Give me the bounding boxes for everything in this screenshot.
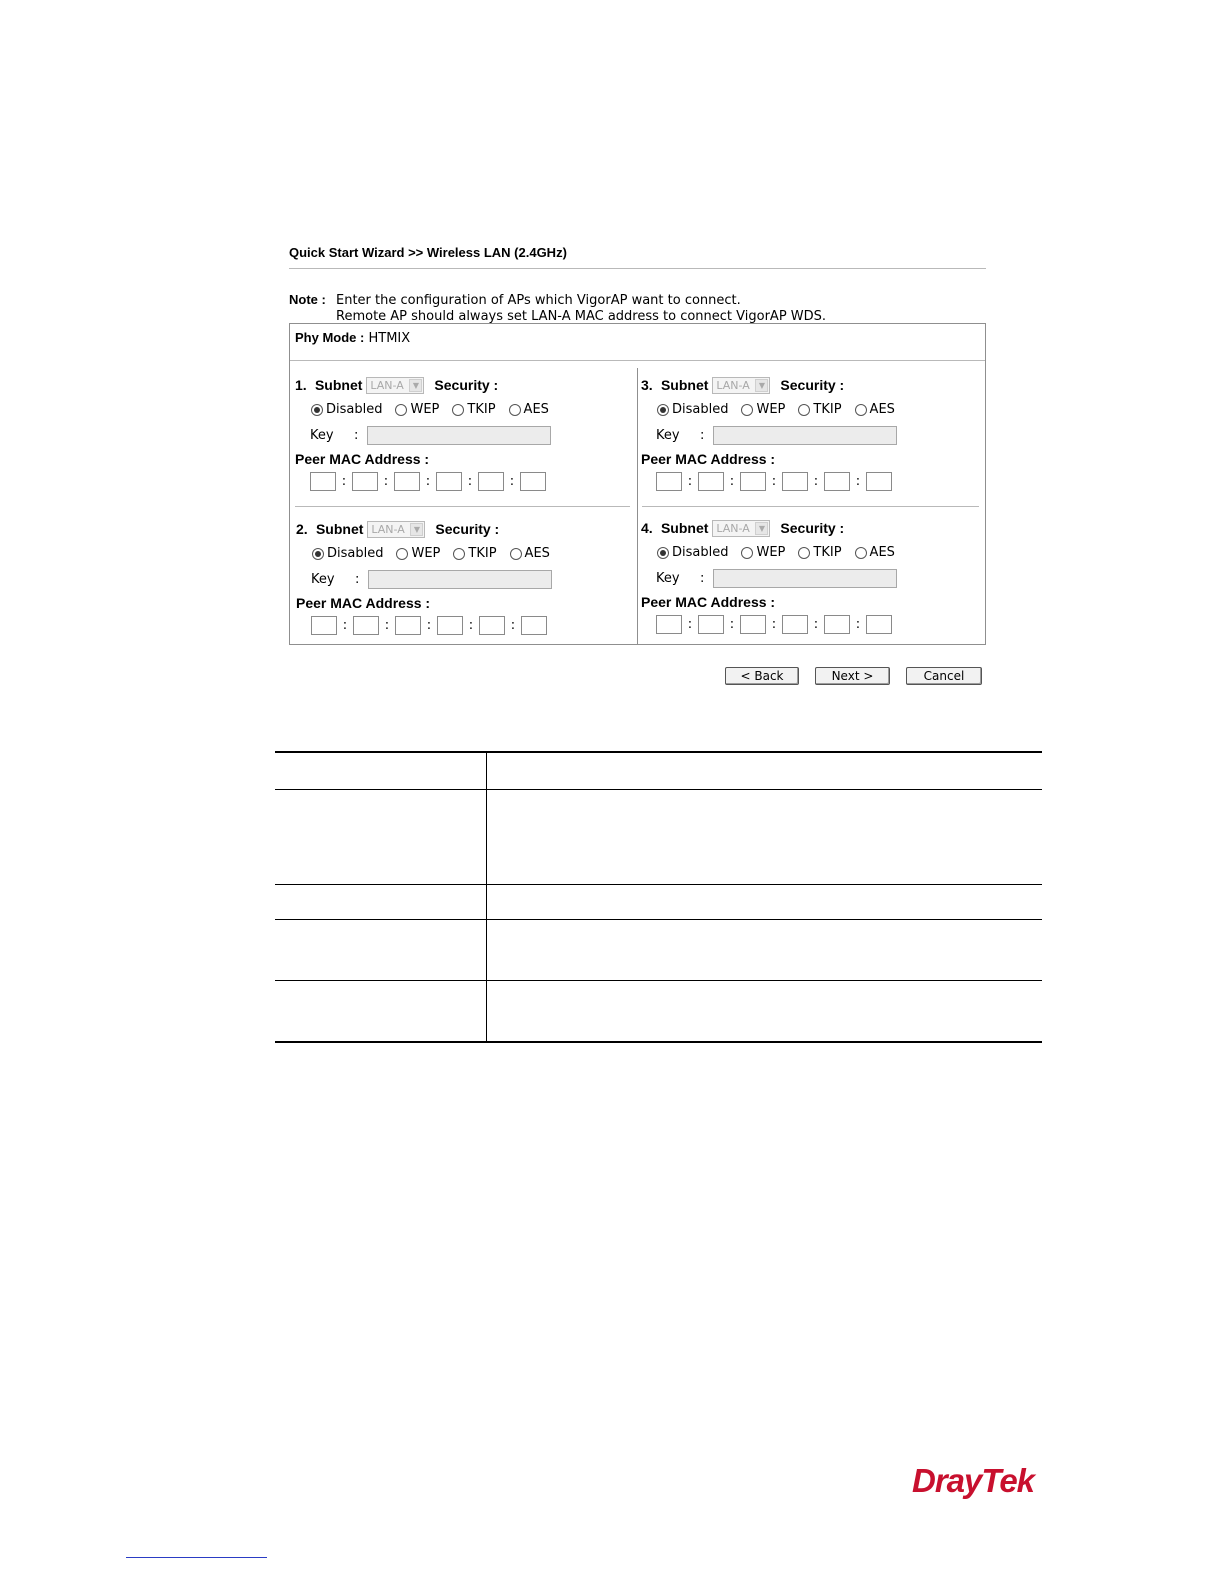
radio-icon <box>453 548 465 560</box>
security-radio-aes[interactable] <box>510 546 550 561</box>
peer-mac-label: Peer MAC Address : <box>641 594 776 610</box>
radio-icon <box>396 548 408 560</box>
security-radio-tkip[interactable] <box>452 402 495 417</box>
note-label: Note : <box>289 292 326 307</box>
security-option-label: TKIP <box>467 402 496 417</box>
security-label: Security : <box>434 377 499 393</box>
key-input[interactable] <box>713 569 897 588</box>
security-radio-tkip[interactable] <box>453 546 496 561</box>
radio-icon <box>312 548 324 560</box>
security-label: Security : <box>435 521 500 537</box>
wizard-title: Quick Start Wizard >> Wireless LAN (2.4GHz) <box>289 245 567 260</box>
mac-octet-input[interactable] <box>656 615 682 634</box>
radio-icon <box>395 404 407 416</box>
mac-octet-input[interactable] <box>740 615 766 634</box>
subnet-value: LAN-A <box>716 521 750 535</box>
wds-config-panel <box>289 323 986 645</box>
peer-mac-label: Peer MAC Address : <box>295 451 430 467</box>
note-line-1: Enter the configuration of APs which VigorAP want to connect. <box>336 293 741 308</box>
radio-icon <box>855 404 867 416</box>
mac-octet-input[interactable] <box>520 472 546 491</box>
subnet-label: Subnet <box>660 520 709 536</box>
security-option-label: WEP <box>411 546 441 561</box>
security-label: Security : <box>780 377 845 393</box>
phy-mode-value: HTMIX <box>368 331 411 346</box>
mac-octet-input[interactable] <box>824 615 850 634</box>
subnet-label: Subnet <box>315 521 364 537</box>
radio-icon <box>741 547 753 559</box>
mac-separator: : <box>467 474 473 489</box>
note-line-2: Remote AP should always set LAN-A MAC address to connect VigorAP WDS. <box>336 309 827 324</box>
key-colon: : <box>354 428 359 443</box>
radio-icon <box>798 547 810 559</box>
mac-separator: : <box>729 474 735 489</box>
note <box>289 292 826 325</box>
security-radio-wep[interactable] <box>741 545 785 560</box>
chevron-down-icon: ▼ <box>410 523 423 536</box>
mac-separator: : <box>855 474 861 489</box>
security-option-label: Disabled <box>672 402 729 417</box>
subnet-select[interactable] <box>712 520 770 537</box>
mac-separator: : <box>383 474 389 489</box>
footer-link-line <box>126 1557 267 1558</box>
chevron-down-icon: ▼ <box>409 379 422 392</box>
radio-icon <box>741 404 753 416</box>
wizard-header <box>289 240 986 269</box>
key-row <box>310 426 551 445</box>
table-row <box>275 981 1042 1043</box>
ap-section-4 <box>641 518 981 658</box>
mac-separator: : <box>384 618 390 633</box>
mac-separator: : <box>729 617 735 632</box>
cancel-button[interactable]: Cancel <box>906 667 982 685</box>
security-option-label: Disabled <box>326 402 383 417</box>
security-radio-aes[interactable] <box>855 545 895 560</box>
mac-separator: : <box>771 474 777 489</box>
security-radio-wep[interactable] <box>395 402 439 417</box>
radio-icon <box>510 548 522 560</box>
subnet-value: LAN-A <box>371 522 405 536</box>
mac-separator: : <box>341 474 347 489</box>
key-colon: : <box>700 428 705 443</box>
security-radio-wep[interactable] <box>741 402 785 417</box>
security-option-label: TKIP <box>813 402 842 417</box>
mac-separator: : <box>342 618 348 633</box>
security-option-label: WEP <box>756 545 786 560</box>
subnet-value: LAN-A <box>370 378 404 392</box>
phy-mode-label: Phy Mode : <box>295 330 365 345</box>
radio-icon <box>311 404 323 416</box>
security-radio-wep[interactable] <box>396 546 440 561</box>
ap-section-3 <box>641 375 981 515</box>
subnet-select[interactable] <box>712 377 770 394</box>
radio-icon <box>452 404 464 416</box>
subnet-select[interactable] <box>366 377 424 394</box>
radio-icon <box>657 404 669 416</box>
security-label: Security : <box>780 520 845 536</box>
mac-octet-input[interactable] <box>478 472 504 491</box>
mac-octet-input[interactable] <box>437 616 463 635</box>
ap-number: 4. <box>641 520 653 536</box>
table-row <box>275 752 1042 790</box>
security-radio-disabled[interactable] <box>312 546 383 561</box>
security-option-label: WEP <box>410 402 440 417</box>
key-input[interactable] <box>368 570 552 589</box>
mac-octet-input[interactable] <box>866 615 892 634</box>
mac-octet-input[interactable] <box>311 616 337 635</box>
mac-separator: : <box>687 617 693 632</box>
security-option-label: TKIP <box>813 545 842 560</box>
mac-octet-input[interactable] <box>698 472 724 491</box>
key-row <box>656 569 897 588</box>
key-label: Key <box>310 428 334 443</box>
security-option-label: Disabled <box>672 545 729 560</box>
mac-octet-input[interactable] <box>521 616 547 635</box>
peer-mac-label: Peer MAC Address : <box>296 595 431 611</box>
peer-mac-fields <box>656 615 892 634</box>
key-row <box>656 426 897 445</box>
ap-section-1 <box>295 375 635 515</box>
table-row <box>275 920 1042 981</box>
ap-number: 3. <box>641 377 653 393</box>
security-radio-aes[interactable] <box>855 402 895 417</box>
key-input[interactable] <box>367 426 551 445</box>
mac-octet-input[interactable] <box>394 472 420 491</box>
mac-separator: : <box>813 474 819 489</box>
key-colon: : <box>700 571 705 586</box>
mac-octet-input[interactable] <box>436 472 462 491</box>
draytek-logo: DrayTek <box>912 1462 1035 1499</box>
phy-mode <box>295 330 410 346</box>
key-input[interactable] <box>713 426 897 445</box>
title-divider <box>289 268 986 269</box>
phy-divider <box>290 360 985 361</box>
security-option-label: WEP <box>756 402 786 417</box>
mac-octet-input[interactable] <box>310 472 336 491</box>
key-label: Key <box>656 571 680 586</box>
radio-icon <box>509 404 521 416</box>
security-radio-aes[interactable] <box>509 402 549 417</box>
mac-separator: : <box>855 617 861 632</box>
ap-section-2 <box>296 519 636 659</box>
ap-header <box>295 375 498 395</box>
security-option-label: TKIP <box>468 546 497 561</box>
ap-number: 1. <box>295 377 307 393</box>
security-radio-disabled[interactable] <box>657 402 728 417</box>
mac-octet-input[interactable] <box>824 472 850 491</box>
back-button[interactable]: < Back <box>725 667 799 685</box>
mac-separator: : <box>687 474 693 489</box>
ap-number: 2. <box>296 521 308 537</box>
security-radio-tkip[interactable] <box>798 545 841 560</box>
key-colon: : <box>355 572 360 587</box>
security-option-label: AES <box>524 546 550 561</box>
subnet-select[interactable] <box>367 521 425 538</box>
peer-mac-fields <box>311 616 547 635</box>
mac-octet-input[interactable] <box>698 615 724 634</box>
mac-separator: : <box>425 474 431 489</box>
security-options <box>311 402 562 417</box>
table-row <box>275 790 1042 885</box>
ap-header <box>641 518 844 538</box>
key-row <box>311 570 552 589</box>
subnet-label: Subnet <box>314 377 363 393</box>
chevron-down-icon: ▼ <box>755 379 768 392</box>
key-label: Key <box>311 572 335 587</box>
next-button[interactable]: Next > <box>815 667 890 685</box>
table-row <box>275 885 1042 920</box>
mac-octet-input[interactable] <box>782 472 808 491</box>
security-option-label: Disabled <box>327 546 384 561</box>
mac-separator: : <box>509 474 515 489</box>
column-divider <box>637 368 638 644</box>
security-radio-disabled[interactable] <box>657 545 728 560</box>
mac-separator: : <box>771 617 777 632</box>
mac-octet-input[interactable] <box>782 615 808 634</box>
description-table <box>275 751 1042 1043</box>
subnet-value: LAN-A <box>716 378 750 392</box>
key-label: Key <box>656 428 680 443</box>
mac-octet-input[interactable] <box>395 616 421 635</box>
mac-octet-input[interactable] <box>353 616 379 635</box>
ap-header <box>296 519 499 539</box>
security-radio-tkip[interactable] <box>798 402 841 417</box>
security-options <box>312 546 563 561</box>
mac-octet-input[interactable] <box>479 616 505 635</box>
mac-octet-input[interactable] <box>656 472 682 491</box>
security-options <box>657 545 908 560</box>
security-options <box>657 402 908 417</box>
mac-separator: : <box>510 618 516 633</box>
ap-header <box>641 375 844 395</box>
peer-mac-fields <box>310 472 546 491</box>
mac-separator: : <box>813 617 819 632</box>
peer-mac-fields <box>656 472 892 491</box>
mac-octet-input[interactable] <box>352 472 378 491</box>
security-option-label: AES <box>523 402 549 417</box>
security-option-label: AES <box>869 545 895 560</box>
chevron-down-icon: ▼ <box>755 522 768 535</box>
mac-separator: : <box>426 618 432 633</box>
radio-icon <box>657 547 669 559</box>
security-option-label: AES <box>869 402 895 417</box>
mac-separator: : <box>468 618 474 633</box>
radio-icon <box>855 547 867 559</box>
subnet-label: Subnet <box>660 377 709 393</box>
peer-mac-label: Peer MAC Address : <box>641 451 776 467</box>
mac-octet-input[interactable] <box>866 472 892 491</box>
security-radio-disabled[interactable] <box>311 402 382 417</box>
mac-octet-input[interactable] <box>740 472 766 491</box>
radio-icon <box>798 404 810 416</box>
